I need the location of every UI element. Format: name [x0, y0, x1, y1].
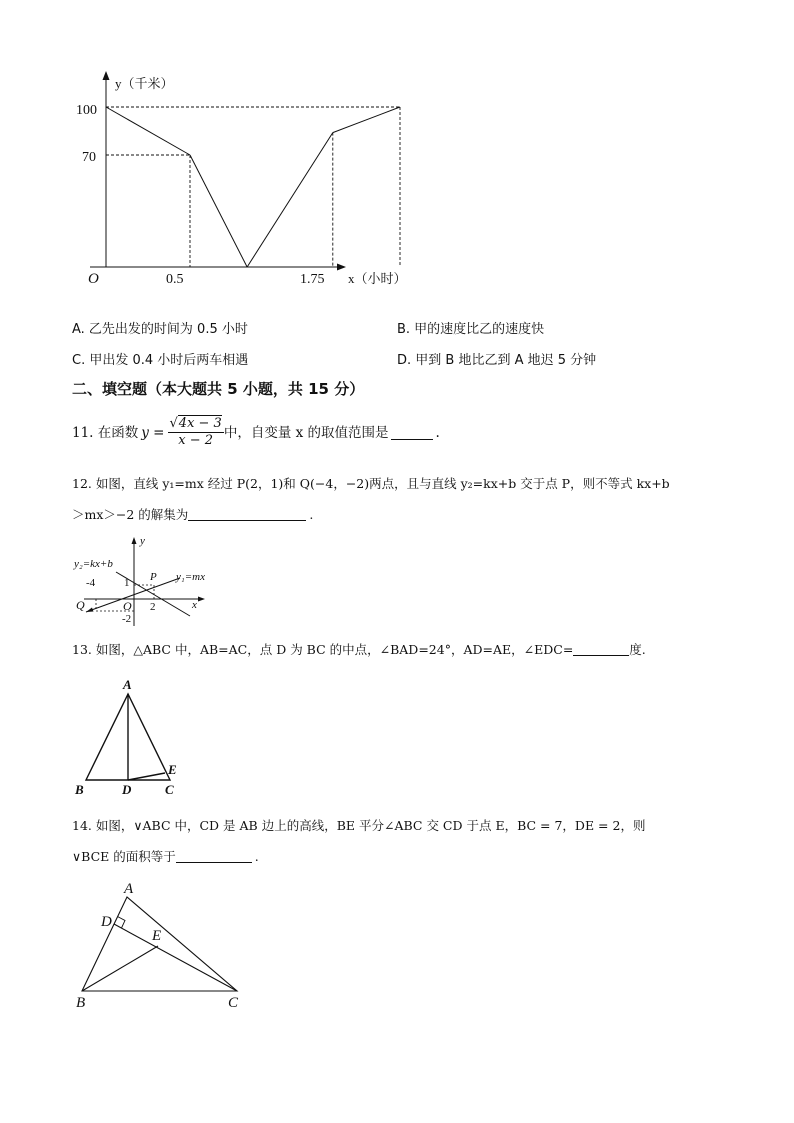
option-a[interactable]: A. 乙先出发的时间为 0.5 小时 — [72, 322, 248, 337]
option-b[interactable]: B. 甲的速度比乙的速度快 — [397, 322, 545, 337]
q13-label-c: C — [165, 782, 174, 797]
section-heading: 二、填空题（本大题共 5 小题，共 15 分） — [72, 380, 365, 398]
q12-label-x: x — [192, 599, 197, 611]
question-14-line2 — [72, 847, 259, 867]
q13-label-b: B — [75, 782, 84, 797]
q13-end: 度. — [629, 642, 646, 657]
option-c[interactable]: C. 甲出发 0.4 小时后两车相遇 — [72, 353, 249, 368]
q12-line2-text: ＞mx＞−2 的解集为 — [72, 507, 189, 522]
q11-suffix: 中，自变量 x 的取值范围是 — [223, 424, 389, 441]
q14-label-e: E — [152, 928, 162, 944]
q11-y-eq: y = — [141, 424, 165, 441]
q11-prefix: 11. 在函数 — [72, 424, 139, 441]
x-tick-0.5: 0.5 — [166, 272, 184, 287]
q13-answer-blank[interactable] — [573, 641, 629, 656]
q13-segment-de — [128, 773, 165, 780]
q12-label-p: P — [150, 571, 157, 583]
x-tick-1.75: 1.75 — [300, 272, 325, 287]
q14-end: . — [254, 849, 259, 864]
q12-line-y1 — [86, 578, 180, 612]
q13-label-a: A — [123, 677, 132, 692]
chart-layer — [106, 107, 400, 267]
q12-label-one: 1 — [124, 577, 130, 589]
series-segment-4 — [333, 107, 400, 133]
q14-label-b: B — [76, 995, 86, 1011]
q12-end: . — [309, 507, 314, 522]
q12-label-o: O — [123, 599, 132, 613]
distance-time-chart — [60, 65, 440, 300]
q11-denominator: x − 2 — [178, 433, 214, 448]
series-segment-2 — [190, 155, 247, 267]
q12-line-y1-arrow — [86, 608, 94, 613]
y-tick-70: 70 — [82, 150, 96, 165]
q13-label-e: E — [168, 762, 177, 777]
x-axis-label: x（小时） — [348, 271, 407, 286]
q14-altitude-cd — [114, 924, 237, 991]
q14-label-a: A — [124, 881, 134, 897]
q14-figure — [72, 878, 257, 1013]
question-12-line1: 12. 如图，直线 y₁=mx 经过 P(2，1)和 Q(−4，−2)两点，且与直线 y₂=kx+b 交于点 P，则不等式 kx+b — [72, 476, 670, 491]
series-segment-3 — [247, 133, 333, 267]
y-tick-100: 100 — [76, 103, 97, 118]
q12-x-arrow — [198, 597, 205, 602]
q14-label-c: C — [228, 995, 239, 1011]
q12-label-two: 2 — [150, 601, 156, 613]
series-segment-1 — [106, 107, 190, 155]
q12-label-q: Q — [76, 598, 85, 612]
question-13 — [72, 640, 646, 660]
q12-answer-blank[interactable] — [188, 506, 306, 521]
q14-bisector-be — [82, 946, 158, 991]
q12-label-neg2: -2 — [122, 613, 132, 625]
q12-label-y1: y₁=mx — [176, 571, 205, 583]
question-11 — [72, 416, 440, 449]
q12-y-arrow — [132, 537, 137, 544]
q13-label-d: D — [122, 782, 132, 797]
q11-fraction: $\frac{√4x - 3}{x - 2}$ — [169, 416, 222, 448]
q12-label-y2: y₂=kx+b — [74, 558, 113, 570]
question-14-line1: 14. 如图，∨ABC 中，CD 是 AB 边上的高线，BE 平分∠ABC 交 CD 于点 E，BC = 7，DE = 2，则 — [72, 818, 646, 833]
q14-answer-blank[interactable] — [176, 848, 252, 863]
q13-figure — [72, 676, 192, 801]
y-axis-label: y（千米） — [115, 76, 174, 91]
q12-figure — [72, 532, 222, 632]
option-d[interactable]: D. 甲到 B 地比乙到 A 地迟 5 分钟 — [397, 353, 597, 368]
question-12-line2 — [72, 505, 313, 525]
y-axis-arrow — [103, 71, 110, 80]
q11-answer-blank[interactable] — [391, 425, 433, 440]
q12-label-y: y — [140, 535, 145, 547]
x-axis-arrow — [337, 264, 346, 271]
q12-label-neg4: -4 — [86, 577, 96, 589]
q13-text: 13. 如图，△ABC 中，AB=AC，点 D 为 BC 的中点，∠BAD=24°，AD=AE，∠EDC= — [72, 642, 574, 657]
q11-numerator: 4x − 3 — [178, 416, 222, 431]
q14-line2-text: ∨BCE 的面积等于 — [72, 849, 176, 864]
q14-label-d: D — [101, 914, 112, 930]
origin-label: O — [88, 271, 99, 287]
q11-end: . — [435, 424, 440, 441]
